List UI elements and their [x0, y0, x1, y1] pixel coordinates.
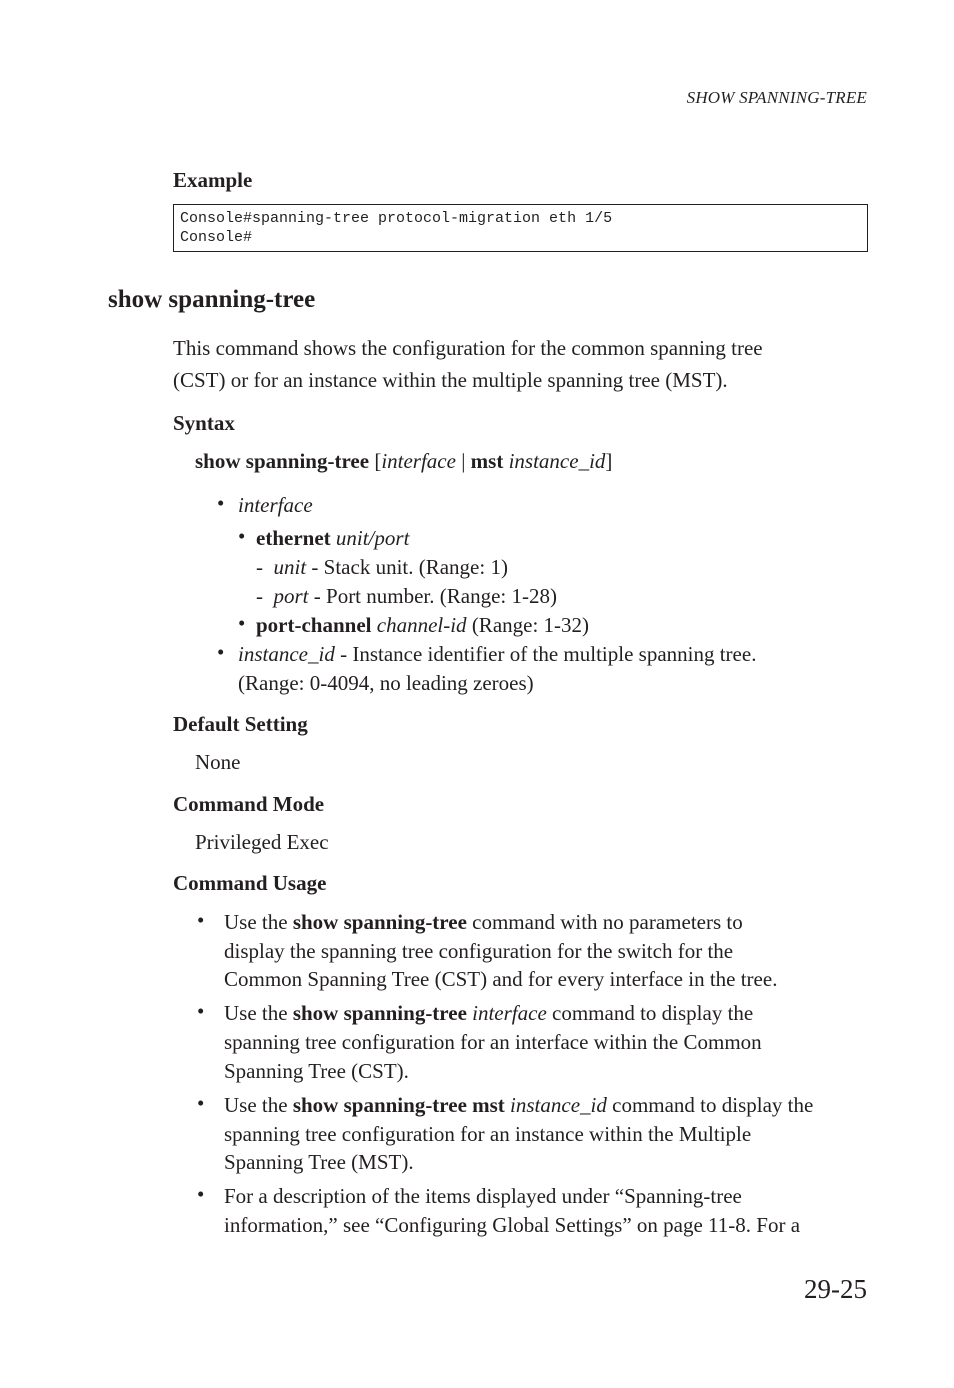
- syntax-item-instance: [238, 640, 756, 669]
- usage-command: show spanning-tree mst: [292, 1093, 505, 1117]
- unit-desc: - Stack unit. (Range: 1): [311, 555, 508, 579]
- syntax-item-unit: [256, 553, 508, 582]
- usage-4-line-1: For a description of the items displayed under “Spanning-tree: [224, 1184, 742, 1208]
- port-channel-range: (Range: 1-32): [471, 613, 590, 637]
- bullet-icon: •: [197, 1182, 205, 1206]
- usage-text: Use the: [224, 910, 288, 934]
- bullet-icon: •: [238, 524, 246, 548]
- usage-1-line-2: display the spanning tree configuration for the switch for the: [224, 939, 734, 963]
- port-param: port: [273, 584, 309, 608]
- description-line-1: This command shows the configuration for the common spanning tree: [173, 336, 763, 360]
- syntax-item-ethernet: [256, 524, 409, 553]
- syntax-close-bracket: ]: [605, 449, 613, 473]
- code-example-box: [173, 204, 868, 252]
- usage-text: command to display the: [612, 1093, 814, 1117]
- syntax-command-line: [195, 447, 612, 476]
- instance-param: instance_id: [238, 642, 335, 666]
- dash: -: [256, 555, 263, 579]
- page-number: 29-25: [804, 1274, 867, 1304]
- syntax-interface-param: interface: [381, 449, 456, 473]
- usage-3-line-1: [224, 1091, 813, 1120]
- port-channel-keyword: port-channel: [256, 613, 372, 637]
- usage-4-line-2: information,” see “Configuring Global Settings” on page 11-8. For a: [224, 1213, 801, 1237]
- port-channel-param: channel-id: [376, 613, 467, 637]
- bullet-icon: •: [217, 491, 225, 515]
- usage-text: command with no parameters to: [472, 910, 743, 934]
- dash: -: [256, 584, 263, 608]
- port-desc: - Port number. (Range: 1-28): [313, 584, 557, 608]
- bullet-icon: •: [217, 640, 225, 664]
- section-title: show spanning-tree: [108, 286, 316, 313]
- ethernet-param: unit/port: [335, 526, 410, 550]
- usage-text: Use the: [224, 1093, 288, 1117]
- usage-3-line-2: spanning tree configuration for an instance within the Multiple: [224, 1122, 752, 1146]
- command-mode-value: Privileged Exec: [195, 830, 329, 854]
- bullet-icon: •: [238, 611, 246, 635]
- bullet-icon: •: [197, 1091, 205, 1115]
- usage-1-line-1: [224, 908, 743, 937]
- description-line-2: (CST) or for an instance within the multiple spanning tree (MST).: [173, 368, 728, 392]
- default-setting-value: None: [195, 750, 241, 774]
- usage-3-line-3: Spanning Tree (MST).: [224, 1150, 414, 1174]
- interface-param: interface: [238, 493, 313, 517]
- code-line-2: Console#: [180, 229, 253, 246]
- instance-range: (Range: 0-4094, no leading zeroes): [238, 671, 534, 695]
- usage-2-line-2: spanning tree configuration for an interface within the Common: [224, 1030, 762, 1054]
- usage-command: show spanning-tree: [292, 910, 467, 934]
- usage-2-line-1: [224, 999, 753, 1028]
- syntax-command: show spanning-tree: [195, 449, 370, 473]
- instance-desc: - Instance identifier of the multiple spanning tree.: [340, 642, 757, 666]
- usage-2-line-3: Spanning Tree (CST).: [224, 1059, 409, 1083]
- example-heading: Example: [173, 168, 253, 192]
- command-usage-heading: Command Usage: [173, 871, 327, 895]
- usage-text: Use the: [224, 1001, 288, 1025]
- usage-command: show spanning-tree: [292, 1001, 467, 1025]
- usage-param: interface: [472, 1001, 547, 1025]
- bullet-icon: •: [197, 908, 205, 932]
- ethernet-keyword: ethernet: [256, 526, 331, 550]
- usage-param: instance_id: [510, 1093, 607, 1117]
- usage-1-line-3: Common Spanning Tree (CST) and for every interface in the tree.: [224, 967, 778, 991]
- syntax-pipe: |: [461, 449, 466, 473]
- syntax-item-port: [256, 582, 557, 611]
- usage-text: command to display the: [552, 1001, 754, 1025]
- bullet-icon: •: [197, 999, 205, 1023]
- code-line-1: Console#spanning-tree protocol-migration eth 1/5: [180, 210, 613, 227]
- default-setting-heading: Default Setting: [173, 712, 308, 736]
- syntax-open-bracket: [: [374, 449, 382, 473]
- syntax-instance-param: instance_id: [508, 449, 606, 473]
- syntax-item-interface: [238, 491, 313, 520]
- syntax-mst-keyword: mst: [470, 449, 504, 473]
- running-head: SHOW SPANNING-TREE: [686, 88, 867, 107]
- command-mode-heading: Command Mode: [173, 792, 325, 816]
- syntax-heading: Syntax: [173, 411, 235, 435]
- syntax-item-port-channel: [256, 611, 589, 640]
- unit-param: unit: [273, 555, 307, 579]
